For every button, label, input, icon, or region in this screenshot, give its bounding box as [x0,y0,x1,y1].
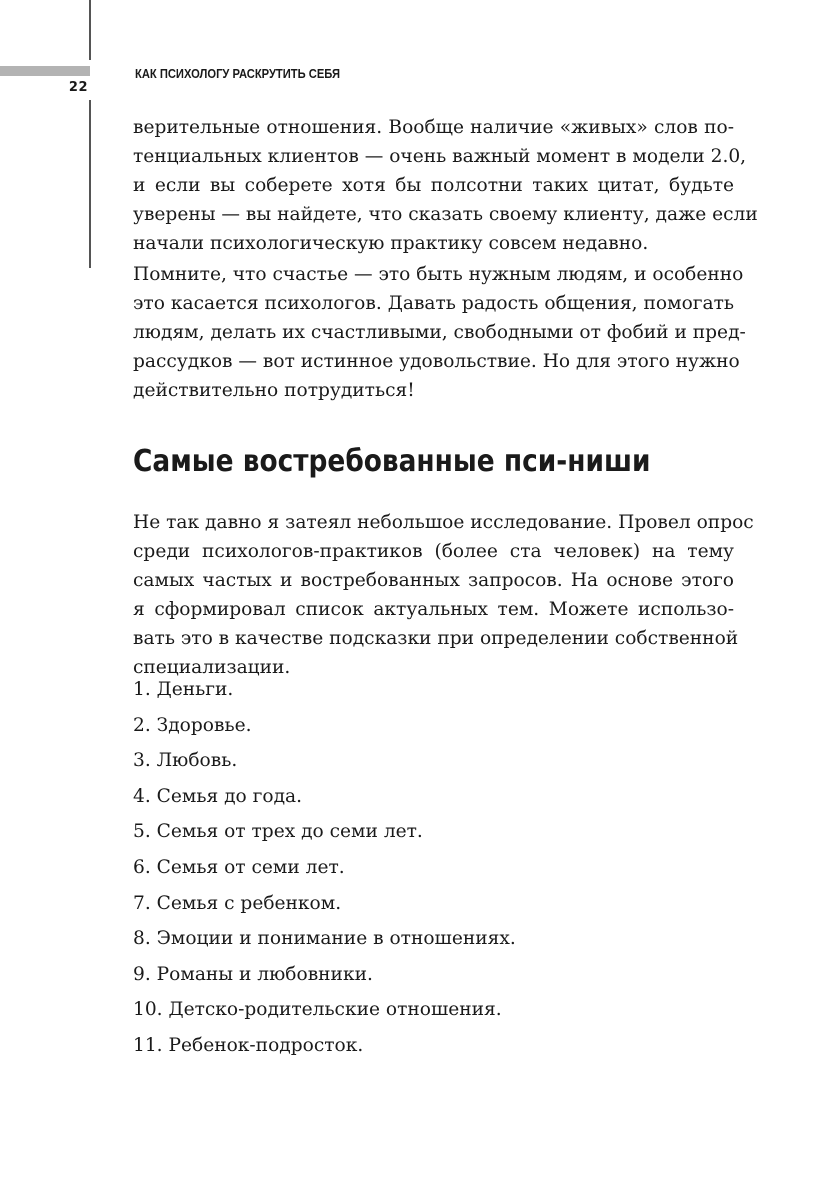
running-title: КАК ПСИХОЛОГУ РАСКРУТИТЬ СЕБЯ [135,66,341,81]
list-item: 10. Детско-родительские отношения. [133,999,502,1021]
text-line: Помните, что счастье — это быть нужным людям, и особенно [133,264,744,285]
list-item: 5. Семья от трех до семи лет. [133,821,423,843]
text-line: это касается психологов. Давать радость общения, помогать [133,293,734,314]
text-line: вать это в качестве подсказки при определении собственной [133,628,739,649]
margin-rule-bottom [89,100,91,268]
margin-rule-top [89,0,91,60]
list-item: 7. Семья с ребенком. [133,892,342,914]
list-item: 3. Любовь. [133,750,238,772]
text-line: уверены — вы найдете, что сказать своему клиенту, даже если [133,204,758,225]
text-line: я сформировал список актуальных тем. Можете использо- [133,599,734,620]
text-line: Не так давно я затеял небольшое исследование. Провел опрос [133,512,754,533]
list-item: 9. Романы и любовники. [133,963,373,985]
text-line: и если вы соберете хотя бы полсотни таких цитат, будьте [133,175,734,196]
list-item: 2. Здоровье. [133,714,252,736]
list-item: 6. Семья от семи лет. [133,856,345,878]
header-bar [0,66,90,76]
list-item: 1. Деньги. [133,679,234,700]
text-line: действительно потрудиться! [133,380,415,401]
list-item: 4. Семья до года. [133,785,303,807]
list-item: 8. Эмоции и понимание в отношениях. [133,928,516,950]
text-line: специализации. [133,657,291,678]
text-line: среди психологов-практиков (более ста человек) на тему [133,541,734,562]
list-item: 11. Ребенок-подросток. [133,1034,364,1056]
text-line: самых частых и востребованных запросов. На основе этого [133,570,734,591]
text-line: верительные отношения. Вообще наличие «живых» слов по- [133,117,734,138]
niche-list [133,675,516,1067]
text-line: людям, делать их счастливыми, свободными от фобий и пред- [133,322,746,343]
section-intro [133,508,754,682]
paragraph-2 [133,260,746,405]
text-line: тенциальных клиентов — очень важный момент в модели 2.0, [133,146,747,167]
text-line: рассудков — вот истинное удовольствие. Но для этого нужно [133,351,740,372]
text-line: начали психологическую практику совсем недавно. [133,233,649,254]
paragraph-1 [133,113,758,258]
page-number: 22 [68,80,88,95]
section-heading: Самые востребованные пси-ниши [133,444,651,479]
